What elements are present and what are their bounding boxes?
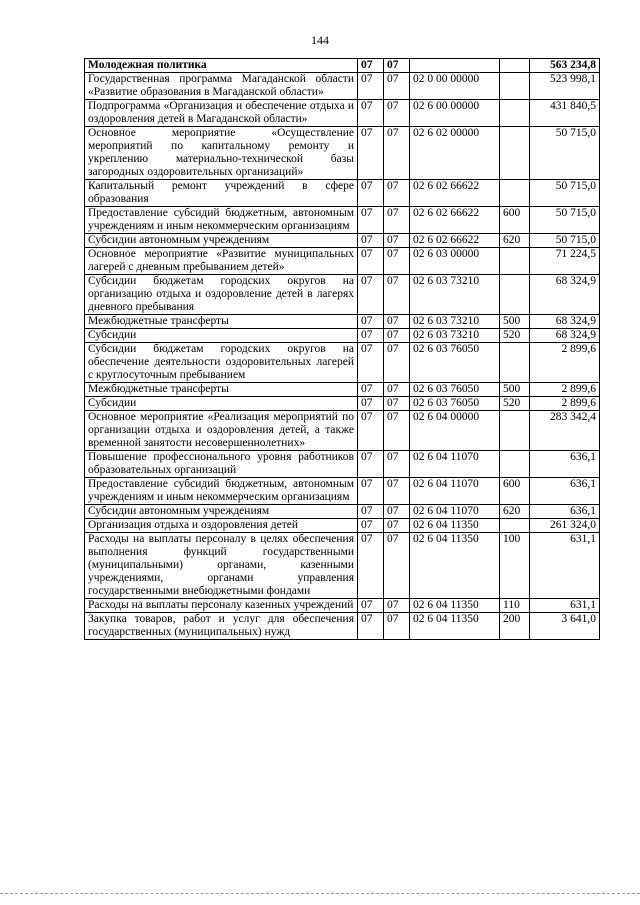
row-target-article-cell: 02 6 02 66622 [410, 234, 500, 248]
row-name-cell: Субсидии бюджетам городских округов на организацию отдыха и оздоровление детей в лагерях дневного пребывания [85, 275, 358, 315]
table-row [85, 411, 600, 451]
table-row [85, 478, 600, 505]
row-amount-cell: 283 342,4 [530, 411, 600, 451]
row-name-cell: Расходы на выплаты персоналу в целях обеспечения выполнения функций государственными (муниципальными) органами, казенными учреждениями, органами управления государственными внебюджетными фондами [85, 533, 358, 599]
row-amount-cell: 50 715,0 [530, 207, 600, 234]
row-name-cell: Субсидии бюджетам городских округов на обеспечение деятельности оздоровительных лагерей с круглосуточным пребыванием [85, 343, 358, 383]
row-amount-cell: 50 715,0 [530, 127, 600, 180]
table-row [85, 73, 600, 100]
table-row [85, 59, 600, 73]
row-amount-cell: 2 899,6 [530, 397, 600, 411]
row-name-cell: Предоставление субсидий бюджетным, автономным учреждениям и иным некоммерческим организациям [85, 478, 358, 505]
row-target-article-cell: 02 6 04 11350 [410, 599, 500, 613]
table-row [85, 180, 600, 207]
row-amount-cell: 431 840,5 [530, 100, 600, 127]
row-name-cell: Субсидии автономным учреждениям [85, 234, 358, 248]
row-amount-cell: 71 224,5 [530, 248, 600, 275]
row-subsection-code-cell: 07 [384, 234, 410, 248]
row-section-code-cell: 07 [358, 397, 384, 411]
table-row [85, 207, 600, 234]
row-target-article-cell [410, 59, 500, 73]
row-section-code-cell: 07 [358, 59, 384, 73]
row-amount-cell: 636,1 [530, 478, 600, 505]
row-name-cell: Субсидии [85, 397, 358, 411]
row-expense-type-cell: 600 [500, 478, 530, 505]
row-subsection-code-cell: 07 [384, 505, 410, 519]
row-subsection-code-cell: 07 [384, 397, 410, 411]
row-section-code-cell: 07 [358, 505, 384, 519]
row-section-code-cell: 07 [358, 180, 384, 207]
row-amount-cell: 631,1 [530, 533, 600, 599]
row-target-article-cell: 02 6 03 73210 [410, 275, 500, 315]
row-subsection-code-cell: 07 [384, 533, 410, 599]
row-amount-cell: 2 899,6 [530, 383, 600, 397]
row-section-code-cell: 07 [358, 613, 384, 640]
table-row [85, 248, 600, 275]
row-target-article-cell: 02 6 03 76050 [410, 397, 500, 411]
row-section-code-cell: 07 [358, 207, 384, 234]
row-name-cell: Повышение профессионального уровня работников образовательных организаций [85, 451, 358, 478]
row-amount-cell: 68 324,9 [530, 329, 600, 343]
table-row [85, 127, 600, 180]
row-amount-cell: 50 715,0 [530, 234, 600, 248]
row-amount-cell: 563 234,8 [530, 59, 600, 73]
row-expense-type-cell [500, 73, 530, 100]
table-row [85, 100, 600, 127]
table-row [85, 451, 600, 478]
row-target-article-cell: 02 6 04 11070 [410, 451, 500, 478]
row-expense-type-cell [500, 59, 530, 73]
row-subsection-code-cell: 07 [384, 519, 410, 533]
row-amount-cell: 3 641,0 [530, 613, 600, 640]
row-subsection-code-cell: 07 [384, 383, 410, 397]
row-section-code-cell: 07 [358, 599, 384, 613]
row-expense-type-cell: 500 [500, 315, 530, 329]
row-amount-cell: 261 324,0 [530, 519, 600, 533]
row-expense-type-cell: 500 [500, 383, 530, 397]
row-name-cell: Закупка товаров, работ и услуг для обеспечения государственных (муниципальных) нужд [85, 613, 358, 640]
table-row [85, 397, 600, 411]
row-section-code-cell: 07 [358, 343, 384, 383]
row-target-article-cell: 02 0 00 00000 [410, 73, 500, 100]
page-footer-divider [0, 893, 640, 894]
row-section-code-cell: 07 [358, 478, 384, 505]
row-expense-type-cell [500, 100, 530, 127]
row-section-code-cell: 07 [358, 383, 384, 397]
table-row [85, 599, 600, 613]
table-row [85, 329, 600, 343]
row-name-cell: Субсидии автономным учреждениям [85, 505, 358, 519]
row-expense-type-cell: 110 [500, 599, 530, 613]
row-subsection-code-cell: 07 [384, 207, 410, 234]
row-subsection-code-cell: 07 [384, 180, 410, 207]
row-expense-type-cell [500, 343, 530, 383]
row-section-code-cell: 07 [358, 248, 384, 275]
row-subsection-code-cell: 07 [384, 411, 410, 451]
row-section-code-cell: 07 [358, 100, 384, 127]
row-section-code-cell: 07 [358, 451, 384, 478]
row-target-article-cell: 02 6 02 66622 [410, 207, 500, 234]
row-subsection-code-cell: 07 [384, 59, 410, 73]
row-name-cell: Предоставление субсидий бюджетным, автономным учреждениям и иным некоммерческим организациям [85, 207, 358, 234]
budget-table [84, 58, 600, 640]
row-amount-cell: 631,1 [530, 599, 600, 613]
row-expense-type-cell: 620 [500, 505, 530, 519]
row-expense-type-cell: 520 [500, 397, 530, 411]
table-row [85, 613, 600, 640]
row-name-cell: Организация отдыха и оздоровления детей [85, 519, 358, 533]
row-section-code-cell: 07 [358, 411, 384, 451]
row-expense-type-cell [500, 275, 530, 315]
row-target-article-cell: 02 6 02 66622 [410, 180, 500, 207]
row-expense-type-cell: 520 [500, 329, 530, 343]
row-name-cell: Расходы на выплаты персоналу казенных учреждений [85, 599, 358, 613]
table-row [85, 234, 600, 248]
row-name-cell: Субсидии [85, 329, 358, 343]
row-section-code-cell: 07 [358, 519, 384, 533]
row-subsection-code-cell: 07 [384, 127, 410, 180]
table-row [85, 315, 600, 329]
table-row [85, 519, 600, 533]
row-expense-type-cell: 200 [500, 613, 530, 640]
row-expense-type-cell [500, 411, 530, 451]
row-expense-type-cell: 600 [500, 207, 530, 234]
row-section-code-cell: 07 [358, 73, 384, 100]
row-target-article-cell: 02 6 04 00000 [410, 411, 500, 451]
row-subsection-code-cell: 07 [384, 73, 410, 100]
table-row [85, 343, 600, 383]
row-subsection-code-cell: 07 [384, 599, 410, 613]
row-expense-type-cell [500, 180, 530, 207]
row-target-article-cell: 02 6 04 11350 [410, 519, 500, 533]
row-amount-cell: 68 324,9 [530, 275, 600, 315]
row-section-code-cell: 07 [358, 127, 384, 180]
row-name-cell: Межбюджетные трансферты [85, 315, 358, 329]
row-target-article-cell: 02 6 03 73210 [410, 329, 500, 343]
row-section-code-cell: 07 [358, 275, 384, 315]
table-row [85, 533, 600, 599]
row-target-article-cell: 02 6 03 76050 [410, 383, 500, 397]
row-name-cell: Основное мероприятие «Реализация мероприятий по организации отдыха и оздоровления детей, а также временной занятости несовершеннолетних» [85, 411, 358, 451]
row-target-article-cell: 02 6 00 00000 [410, 100, 500, 127]
row-section-code-cell: 07 [358, 533, 384, 599]
row-target-article-cell: 02 6 03 00000 [410, 248, 500, 275]
row-subsection-code-cell: 07 [384, 613, 410, 640]
table-row [85, 383, 600, 397]
row-subsection-code-cell: 07 [384, 248, 410, 275]
row-section-code-cell: 07 [358, 329, 384, 343]
row-target-article-cell: 02 6 04 11070 [410, 505, 500, 519]
table-row [85, 505, 600, 519]
row-target-article-cell: 02 6 03 73210 [410, 315, 500, 329]
row-section-code-cell: 07 [358, 234, 384, 248]
row-expense-type-cell [500, 127, 530, 180]
row-name-cell: Молодежная политика [85, 59, 358, 73]
row-target-article-cell: 02 6 04 11350 [410, 613, 500, 640]
row-amount-cell: 50 715,0 [530, 180, 600, 207]
row-subsection-code-cell: 07 [384, 100, 410, 127]
row-expense-type-cell [500, 519, 530, 533]
row-subsection-code-cell: 07 [384, 343, 410, 383]
row-subsection-code-cell: 07 [384, 315, 410, 329]
row-name-cell: Основное мероприятие «Развитие муниципальных лагерей с дневным пребыванием детей» [85, 248, 358, 275]
row-amount-cell: 68 324,9 [530, 315, 600, 329]
row-expense-type-cell [500, 451, 530, 478]
row-subsection-code-cell: 07 [384, 275, 410, 315]
row-subsection-code-cell: 07 [384, 451, 410, 478]
row-amount-cell: 523 998,1 [530, 73, 600, 100]
row-target-article-cell: 02 6 04 11070 [410, 478, 500, 505]
row-name-cell: Государственная программа Магаданской области «Развитие образования в Магаданской области» [85, 73, 358, 100]
row-name-cell: Основное мероприятие «Осуществление мероприятий по капитальному ремонту и укреплению материально-технической базы загородных оздоровительных организаций» [85, 127, 358, 180]
row-name-cell: Капитальный ремонт учреждений в сфере образования [85, 180, 358, 207]
row-subsection-code-cell: 07 [384, 329, 410, 343]
row-expense-type-cell [500, 248, 530, 275]
row-target-article-cell: 02 6 02 00000 [410, 127, 500, 180]
row-expense-type-cell: 620 [500, 234, 530, 248]
row-name-cell: Межбюджетные трансферты [85, 383, 358, 397]
row-expense-type-cell: 100 [500, 533, 530, 599]
row-amount-cell: 2 899,6 [530, 343, 600, 383]
table-row [85, 275, 600, 315]
page-number: 144 [311, 33, 329, 47]
row-target-article-cell: 02 6 03 76050 [410, 343, 500, 383]
row-name-cell: Подпрограмма «Организация и обеспечение отдыха и оздоровления детей в Магаданской области» [85, 100, 358, 127]
budget-table-body [85, 59, 600, 640]
row-amount-cell: 636,1 [530, 451, 600, 478]
row-target-article-cell: 02 6 04 11350 [410, 533, 500, 599]
row-amount-cell: 636,1 [530, 505, 600, 519]
row-section-code-cell: 07 [358, 315, 384, 329]
row-subsection-code-cell: 07 [384, 478, 410, 505]
